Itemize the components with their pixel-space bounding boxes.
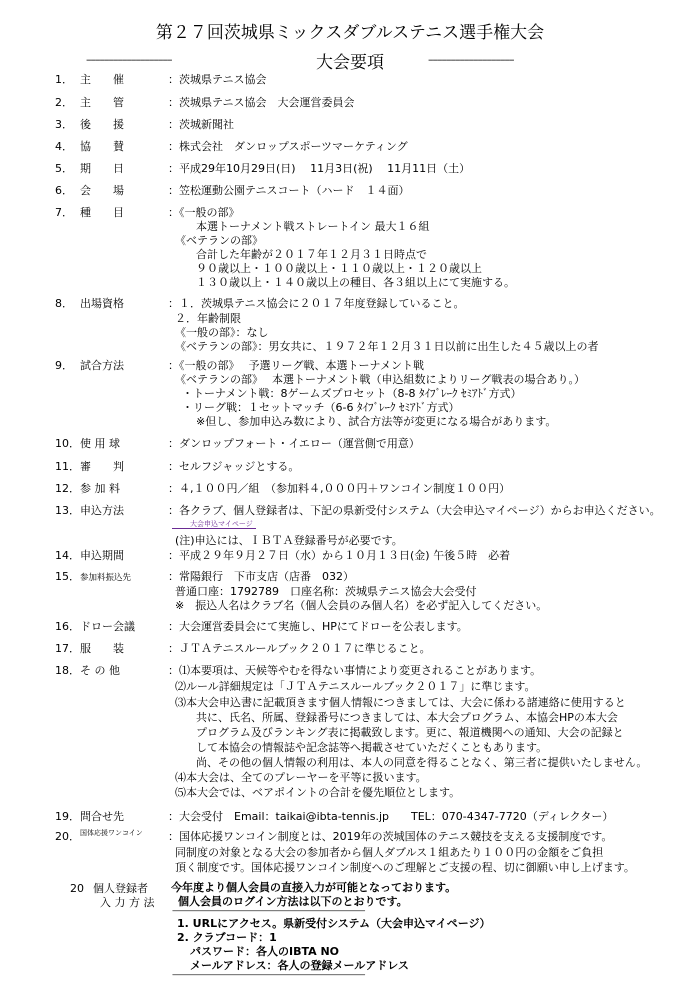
item-label-3: 後 援: [80, 118, 124, 131]
item-label-8: 出場資格: [80, 297, 124, 310]
page-title: 第２７回茨城県ミックスダブルステニス選手権大会: [155, 23, 545, 43]
item-text-21-line-2: 個人会員のログイン方法は以下のとおりです。: [178, 895, 408, 908]
item-text-7-line-2: 本選トーナメント戦ストレートイン 最大１６組: [196, 220, 430, 233]
item-label-4: 協 賛: [80, 140, 124, 153]
item-text-8-line-2: ２．年齢制限: [175, 312, 241, 325]
item-number-3: 3．: [55, 118, 73, 131]
item-text-1: ：茨城県テニス協会: [168, 73, 267, 86]
item-label-14: 申込期間: [80, 549, 124, 562]
item-text-20-line-3: 頂く制度です。国体応援ワンコイン制度へのご理解とご支援の程、切に御願い申し上げます。: [175, 861, 635, 874]
item-label-10: 使 用 球: [80, 437, 120, 450]
item-text-18-line-5: プログラム及びランキング表に掲載致します。更に、報道機関への通知、大会の記録と: [196, 726, 624, 739]
login-step-1: 1. URLにアクセス。県新受付システム（大会申込マイページ）: [177, 917, 491, 930]
item-text-9-line-5: ※但し、参加申込み数により、試合方法等が変更になる場合があります。: [196, 415, 557, 428]
item-number-14: 14．: [55, 549, 80, 562]
item-number-11: 11．: [55, 460, 80, 473]
entry-page-link[interactable]: 大会申込マイページ: [190, 520, 253, 528]
item-label-6: 会 場: [80, 184, 124, 197]
item-text-20-line-2: 同制度の対象となる大会の参加者から個人ダブルス１組あたり１００円の金額をご負担: [175, 846, 604, 859]
item-number-16: 16．: [55, 620, 80, 633]
item-text-8-line-3: 《一般の部》：なし: [175, 326, 269, 339]
item-text-13-line-2: (注)申込には、ＩＢＴＡ登録番号が必要です。: [175, 534, 403, 547]
item-number-10: 10．: [55, 437, 80, 450]
item-text-11: ：セルフジャッジとする。: [168, 460, 300, 473]
item-text-18-line-7: 尚、その他の個人情報の利用は、本人の同意を得ることなく、第三者に提供いたしません。: [196, 756, 648, 769]
item-text-6: ：笠松運動公園テニスコート（ハード １４面）: [168, 184, 410, 197]
item-label-16: ドロー会議: [80, 620, 135, 633]
login-email: メールアドレス：各人の登録メールアドレス: [190, 959, 409, 972]
item-text-5: ：平成29年10月29日(日) 11月3日(祝) 11月11日（土）: [168, 162, 471, 175]
login-step-2: 2. クラブコード：1: [177, 931, 277, 944]
item-label-15: 参加料振込先: [80, 573, 132, 583]
item-text-16: ：大会運営委員会にて実施し、HPにてドローを公表します。: [168, 620, 468, 633]
item-number-18: 18．: [55, 664, 80, 677]
item-text-18-line-6: して本協会の情報誌や記念誌等へ掲載させていただくこともあります。: [196, 741, 548, 754]
item-text-18-line-8: ⑷本大会は、全てのプレーヤーを平等に扱います。: [175, 771, 427, 784]
item-label-9: 試合方法: [80, 359, 124, 372]
item-label-21-line-2: 入 力 方 法: [100, 896, 155, 909]
item-number-1: 1．: [55, 73, 73, 86]
item-number-15: 15．: [55, 570, 80, 583]
item-label-2: 主 管: [80, 96, 124, 109]
item-text-20-line-1: ：国体応援ワンコイン制度とは、2019年の茨城国体のテニス競技を支える支援制度です。: [168, 830, 613, 843]
page-subtitle: 大会要項: [316, 53, 384, 73]
item-label-21-line-1: 個人登録者: [93, 882, 148, 895]
item-number-17: 17．: [55, 642, 80, 655]
entry-page-link-underline: [172, 528, 256, 529]
title-dash-left: –––––––––––––––––––: [86, 53, 172, 66]
item-text-14: ：平成２９年９月２７日（水）から１０月１３日(金) 午後５時 必着: [168, 549, 511, 562]
item-text-3: ：茨城新聞社: [168, 118, 234, 131]
item-text-8-line-4: 《ベテランの部》：男女共に、１９７２年１２月３１日以前に出生した４５歳以上の者: [175, 340, 599, 353]
item-text-18-line-3: ⑶本大会申込書に記載頂きます個人情報につきましては、大会に係わる諸連絡に使用すると: [175, 696, 626, 709]
item-text-17: ：ＪＴＡテニスルールブック２０１７に準じること。: [168, 642, 431, 655]
item-number-7: 7．: [55, 206, 73, 219]
item-number-9: 9．: [55, 359, 73, 372]
item-text-9-line-1: ：《一般の部》 予選リーグ戦、本選トーナメント戦: [168, 359, 425, 372]
item-label-12: 参 加 料: [80, 482, 120, 495]
item-text-15-line-3: ※ 振込人名はクラブ名（個人会員のみ個人名）を必ず記入してください。: [175, 599, 548, 612]
separator-bottom: –––––––––––––––––––––––––––––––––––––––––––––––––––––––: [172, 970, 365, 980]
item-text-2: ：茨城県テニス協会 大会運営委員会: [168, 96, 355, 109]
item-text-9-line-4: ・リーグ戦：１セットマッチ（6-6 ﾀｲﾌﾞﾚｰｸ ｾﾐｱﾄﾞ方式）: [182, 401, 460, 414]
item-text-7-line-3: 《ベテランの部》: [175, 234, 263, 247]
item-text-8-line-1: ：１．茨城県テニス協会に２０１７年度登録していること。: [168, 297, 465, 310]
item-label-19: 問合せ先: [80, 810, 124, 823]
item-text-12: ：４,１００円／組 （参加料４,０００円＋ワンコイン制度１００円）: [168, 482, 511, 495]
item-text-18-line-2: ⑵ルール詳細規定は「ＪＴＡテニスルールブック２０１７」に準じます。: [175, 680, 536, 693]
item-text-18-line-9: ⑸本大会では、ベアポイントの合計を優先順位とします。: [175, 786, 461, 799]
title-dash-right: –––––––––––––––––––: [428, 53, 514, 66]
item-text-19: ：大会受付 Email：taikai@ibta-tennis.jp TEL：070-4347-7720（ディレクター）: [168, 810, 614, 823]
item-number-8: 8．: [55, 297, 73, 310]
item-label-7: 種 目: [80, 206, 124, 219]
item-text-9-line-3: ・トーナメント戦：8ゲームズプロセット（8-8 ﾀｲﾌﾞﾚｰｸ ｾﾐｱﾄﾞ方式）: [182, 387, 522, 400]
item-text-13-line-1: ：各クラブ、個人登録者は、下記の県新受付システム（大会申込マイページ）からお申込ください。: [168, 504, 661, 517]
item-text-18-line-1: ：⑴本要項は、天候等やむを得ない事情により変更されることがあります。: [168, 664, 542, 677]
item-number-4: 4．: [55, 140, 73, 153]
item-number-2: 2．: [55, 96, 73, 109]
item-text-7-line-5: ９０歳以上・１００歳以上・１１０歳以上・１２０歳以上: [196, 262, 482, 275]
item-label-17: 服 装: [80, 642, 124, 655]
item-number-5: 5．: [55, 162, 73, 175]
item-label-20: 国体応援ワンコイン: [80, 829, 143, 837]
item-number-19: 19．: [55, 810, 80, 823]
item-label-11: 審 判: [80, 460, 124, 473]
item-label-13: 申込方法: [80, 504, 124, 517]
item-text-4: ：株式会社 ダンロップスポーツマーケティング: [168, 140, 408, 153]
item-text-15-line-1: ：常陽銀行 下市支店（店番 032）: [168, 570, 354, 583]
item-text-10: ：ダンロップフォート・イエロー（運営側で用意）: [168, 437, 420, 450]
item-number-6: 6．: [55, 184, 73, 197]
item-number-13: 13．: [55, 504, 80, 517]
login-password: パスワード：各人のIBTA NO: [190, 945, 340, 958]
item-text-7-line-1: ：《一般の部》: [168, 206, 240, 219]
item-text-21-line-1: 今年度より個人会員の直接入力が可能となっております。: [171, 881, 457, 894]
item-number-21: 20: [70, 882, 84, 895]
separator-top: –––––––––––––––––––––––––––––––––––––––––––––––––––––––: [172, 906, 365, 916]
item-text-18-line-4: 共に、氏名、所属、登録番号につきましては、本大会プログラム、本協会HPの本大会: [196, 711, 618, 724]
item-text-9-line-2: 《ベテランの部》 本選トーナメント戦（申込組数によりリーグ戦表の場合あり。）: [175, 373, 586, 386]
item-label-1: 主 催: [80, 73, 124, 86]
item-text-7-line-4: 合計した年齢が２０１７年１２月３１日時点で: [196, 248, 427, 261]
item-text-15-line-2: 普通口座：1792789 口座名称：茨城県テニス協会大会受付: [175, 585, 477, 598]
item-label-18: そ の 他: [80, 664, 120, 677]
item-number-20: 20．: [55, 830, 80, 843]
item-label-5: 期 日: [80, 162, 124, 175]
item-text-7-line-6: １３０歳以上・１４０歳以上の種目、各３組以上にて実施する。: [196, 276, 515, 289]
item-number-12: 12．: [55, 482, 80, 495]
